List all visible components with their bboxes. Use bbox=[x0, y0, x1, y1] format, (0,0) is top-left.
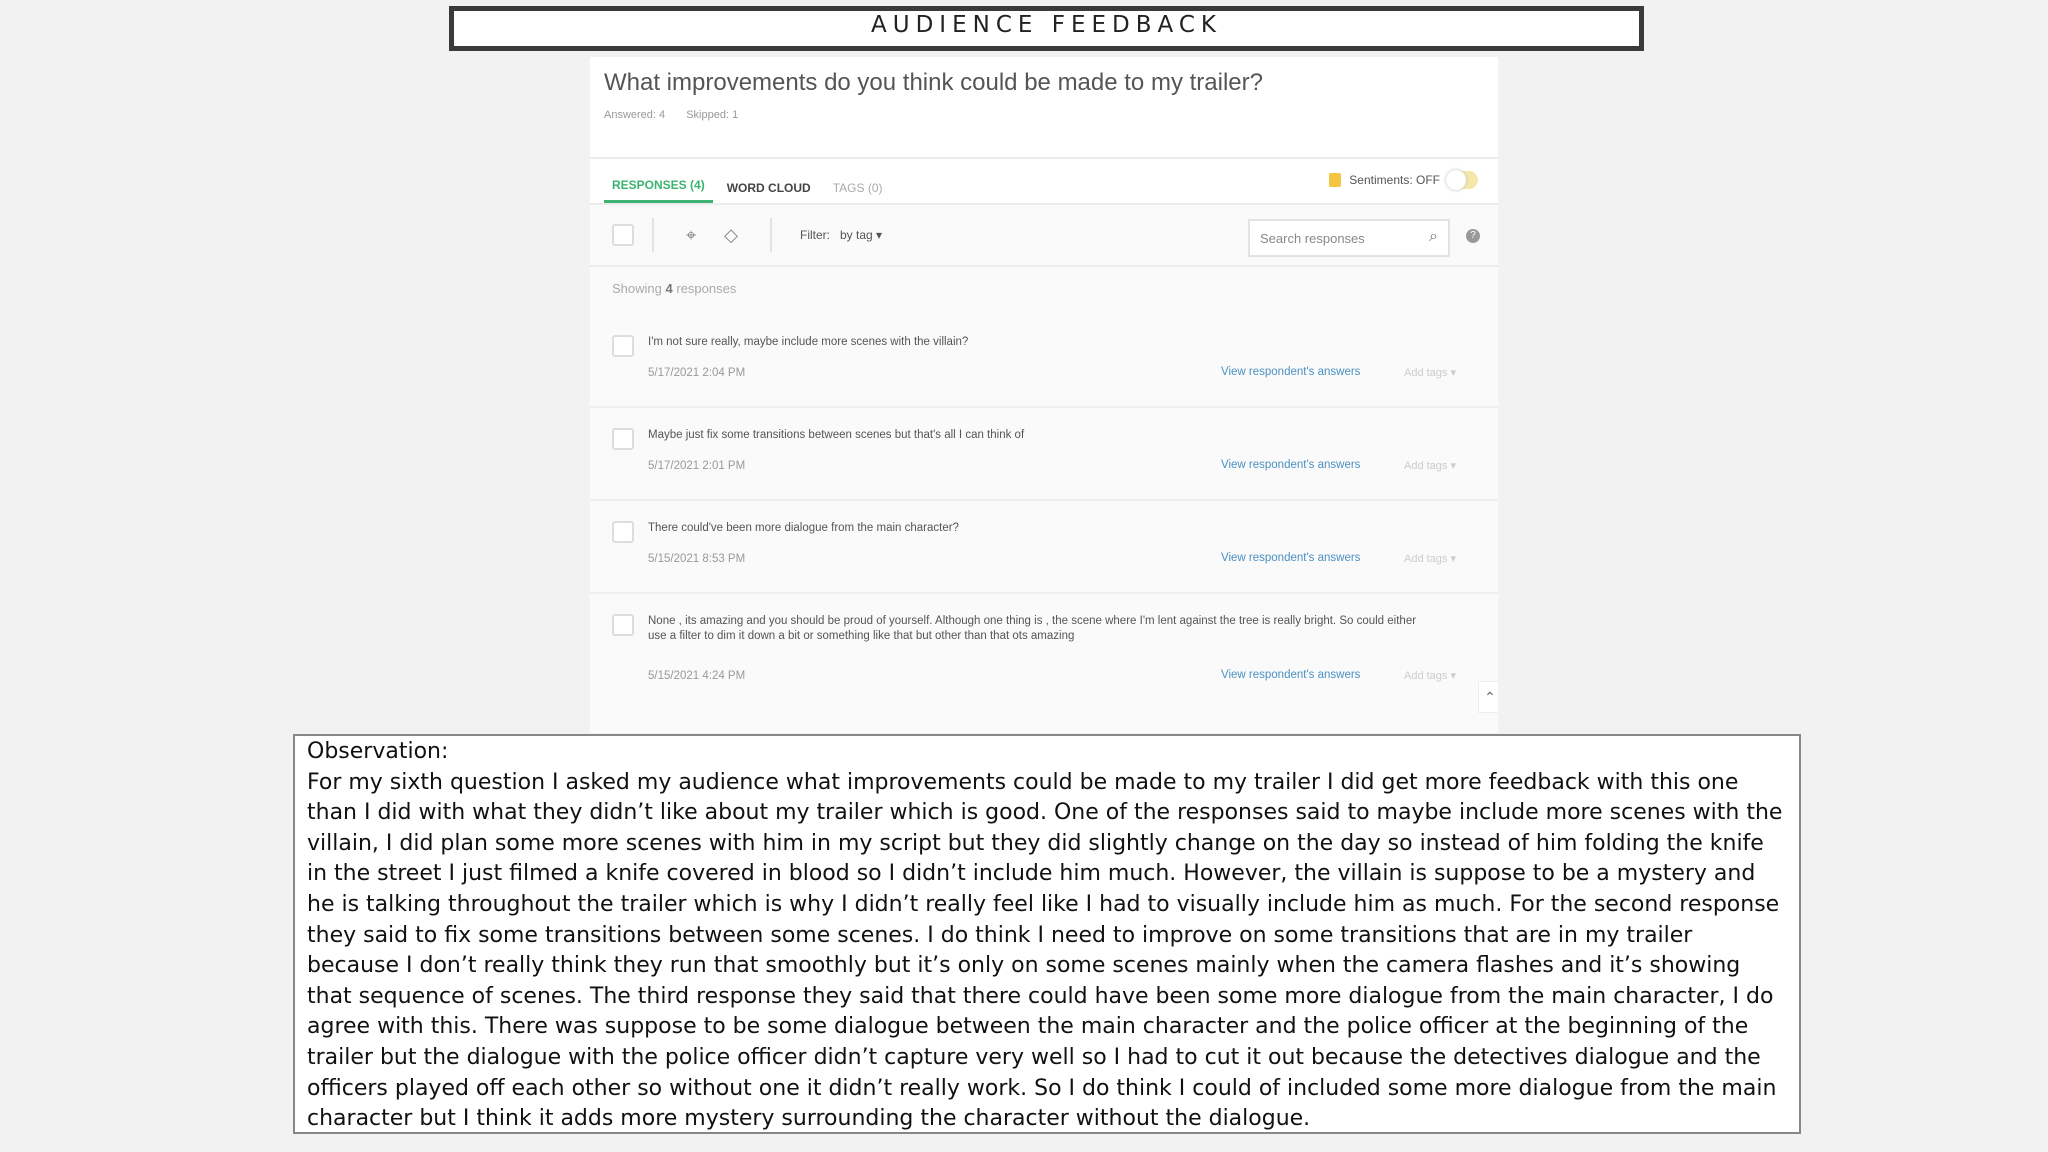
question-title: What improvements do you think could be made to my trailer? bbox=[604, 69, 1263, 96]
tab-tags[interactable]: TAGS (0) bbox=[832, 181, 883, 195]
responses-toolbar bbox=[590, 203, 1498, 267]
help-icon[interactable]: ? bbox=[1466, 229, 1480, 243]
response-row bbox=[590, 315, 1498, 408]
response-row bbox=[590, 594, 1498, 704]
observation-heading: Observation: bbox=[307, 739, 449, 764]
results-tabs bbox=[590, 157, 1498, 203]
response-checkbox[interactable] bbox=[612, 521, 634, 543]
scroll-up-chevron-icon[interactable]: ⌃ bbox=[1478, 681, 1498, 713]
filter-label: Filter: bbox=[799, 228, 830, 242]
showing-prefix: Showing bbox=[612, 281, 662, 296]
pin-icon[interactable]: ⌖ bbox=[686, 224, 697, 245]
response-text: There could've been more dialogue from the main character? bbox=[648, 522, 959, 534]
toolbar-divider bbox=[770, 218, 772, 252]
lock-icon bbox=[1329, 173, 1341, 187]
view-answers-link[interactable]: View respondent's answers bbox=[1221, 459, 1361, 471]
add-tags-dropdown[interactable]: Add tags ▾ bbox=[1404, 367, 1456, 379]
answered-count: Answered: 4 bbox=[604, 109, 666, 121]
add-tags-dropdown[interactable]: Add tags ▾ bbox=[1404, 460, 1456, 472]
response-text: Maybe just fix some transitions between scenes but that's all I can think of bbox=[648, 429, 1025, 441]
add-tags-dropdown[interactable]: Add tags ▾ bbox=[1404, 553, 1456, 565]
response-checkbox[interactable] bbox=[612, 428, 634, 450]
view-answers-link[interactable]: View respondent's answers bbox=[1221, 366, 1361, 378]
sentiments-toggle[interactable] bbox=[1446, 171, 1478, 189]
response-row bbox=[590, 501, 1498, 594]
response-row bbox=[590, 408, 1498, 501]
response-text: None , its amazing and you should be proud of yourself. Although one thing is , the scene where I'm lent against the tree is really bright. So could either use a filter to dim it down a bit or something like that but other than that ots amazing bbox=[648, 615, 1417, 642]
tag-icon[interactable]: ◇ bbox=[724, 224, 738, 245]
slide-title: AUDIENCE FEEDBACK bbox=[871, 12, 1222, 38]
view-answers-link[interactable]: View respondent's answers bbox=[1221, 669, 1361, 681]
question-header bbox=[590, 57, 1498, 157]
sentiments-control bbox=[1329, 171, 1478, 189]
response-checkbox[interactable] bbox=[612, 614, 634, 636]
response-date: 5/17/2021 2:01 PM bbox=[648, 460, 746, 472]
search-placeholder: Search responses bbox=[1260, 230, 1365, 246]
search-input[interactable] bbox=[1248, 219, 1450, 257]
add-tags-dropdown[interactable]: Add tags ▾ bbox=[1404, 670, 1456, 682]
response-date: 5/17/2021 2:04 PM bbox=[648, 367, 746, 379]
response-stats bbox=[604, 109, 1484, 121]
showing-suffix: responses bbox=[676, 281, 737, 296]
search-icon[interactable]: ⌕ bbox=[1429, 228, 1438, 245]
view-answers-link[interactable]: View respondent's answers bbox=[1221, 552, 1361, 564]
response-checkbox[interactable] bbox=[612, 335, 634, 357]
slide-title-box bbox=[449, 6, 1644, 51]
response-date: 5/15/2021 4:24 PM bbox=[648, 670, 746, 682]
sentiments-label: Sentiments: OFF bbox=[1349, 173, 1440, 187]
response-date: 5/15/2021 8:53 PM bbox=[648, 553, 746, 565]
showing-number: 4 bbox=[665, 281, 673, 296]
filter-dropdown[interactable]: by tag ▾ bbox=[839, 228, 883, 242]
tab-word-cloud[interactable]: WORD CLOUD bbox=[726, 181, 811, 195]
observation-body: For my sixth question I asked my audience what improvements could be made to my trailer I did get more feedback with this one than I did with what they didn’t like about my trailer which is good. One of the responses said to maybe include more scenes with the villain, I did plan some more scenes with him in my script but they did slightly change on the day so instead of him folding the knife in the street I just filmed a knife covered in blood so I didn’t include him much. However, the villain is suppose to be a mystery and he is talking throughout the trailer which is why I didn’t really feel like I had to visually include him as much. For the second response they said to fix some transitions between some scenes. I do think I need to improve on some transitions that are in my trailer because I don’t really think they run that smoothly but it’s only on some scenes mainly when the camera flashes and it’s showing that sequence of scenes. The third response they said that there could have been some more dialogue from the main character, I do agree with this. There was suppose to be some dialogue between the main character and the police officer at the beginning of the trailer but the dialogue with the police officer didn’t capture very well so I had to cut it out because the detectives dialogue and the officers played off each other so without one it didn’t really work. So I do think I could of included some more dialogue from the main character but I think it adds more mystery surrounding the character without the dialogue. bbox=[307, 769, 1783, 1132]
toolbar-divider bbox=[652, 218, 654, 252]
survey-results-screenshot bbox=[590, 57, 1498, 733]
skipped-count: Skipped: 1 bbox=[686, 109, 739, 121]
select-all-checkbox[interactable] bbox=[612, 224, 634, 246]
response-text: I'm not sure really, maybe include more scenes with the villain? bbox=[648, 336, 969, 348]
tab-responses[interactable]: RESPONSES (4) bbox=[604, 178, 713, 203]
observation-box bbox=[293, 734, 1801, 1134]
showing-count bbox=[590, 267, 1498, 315]
